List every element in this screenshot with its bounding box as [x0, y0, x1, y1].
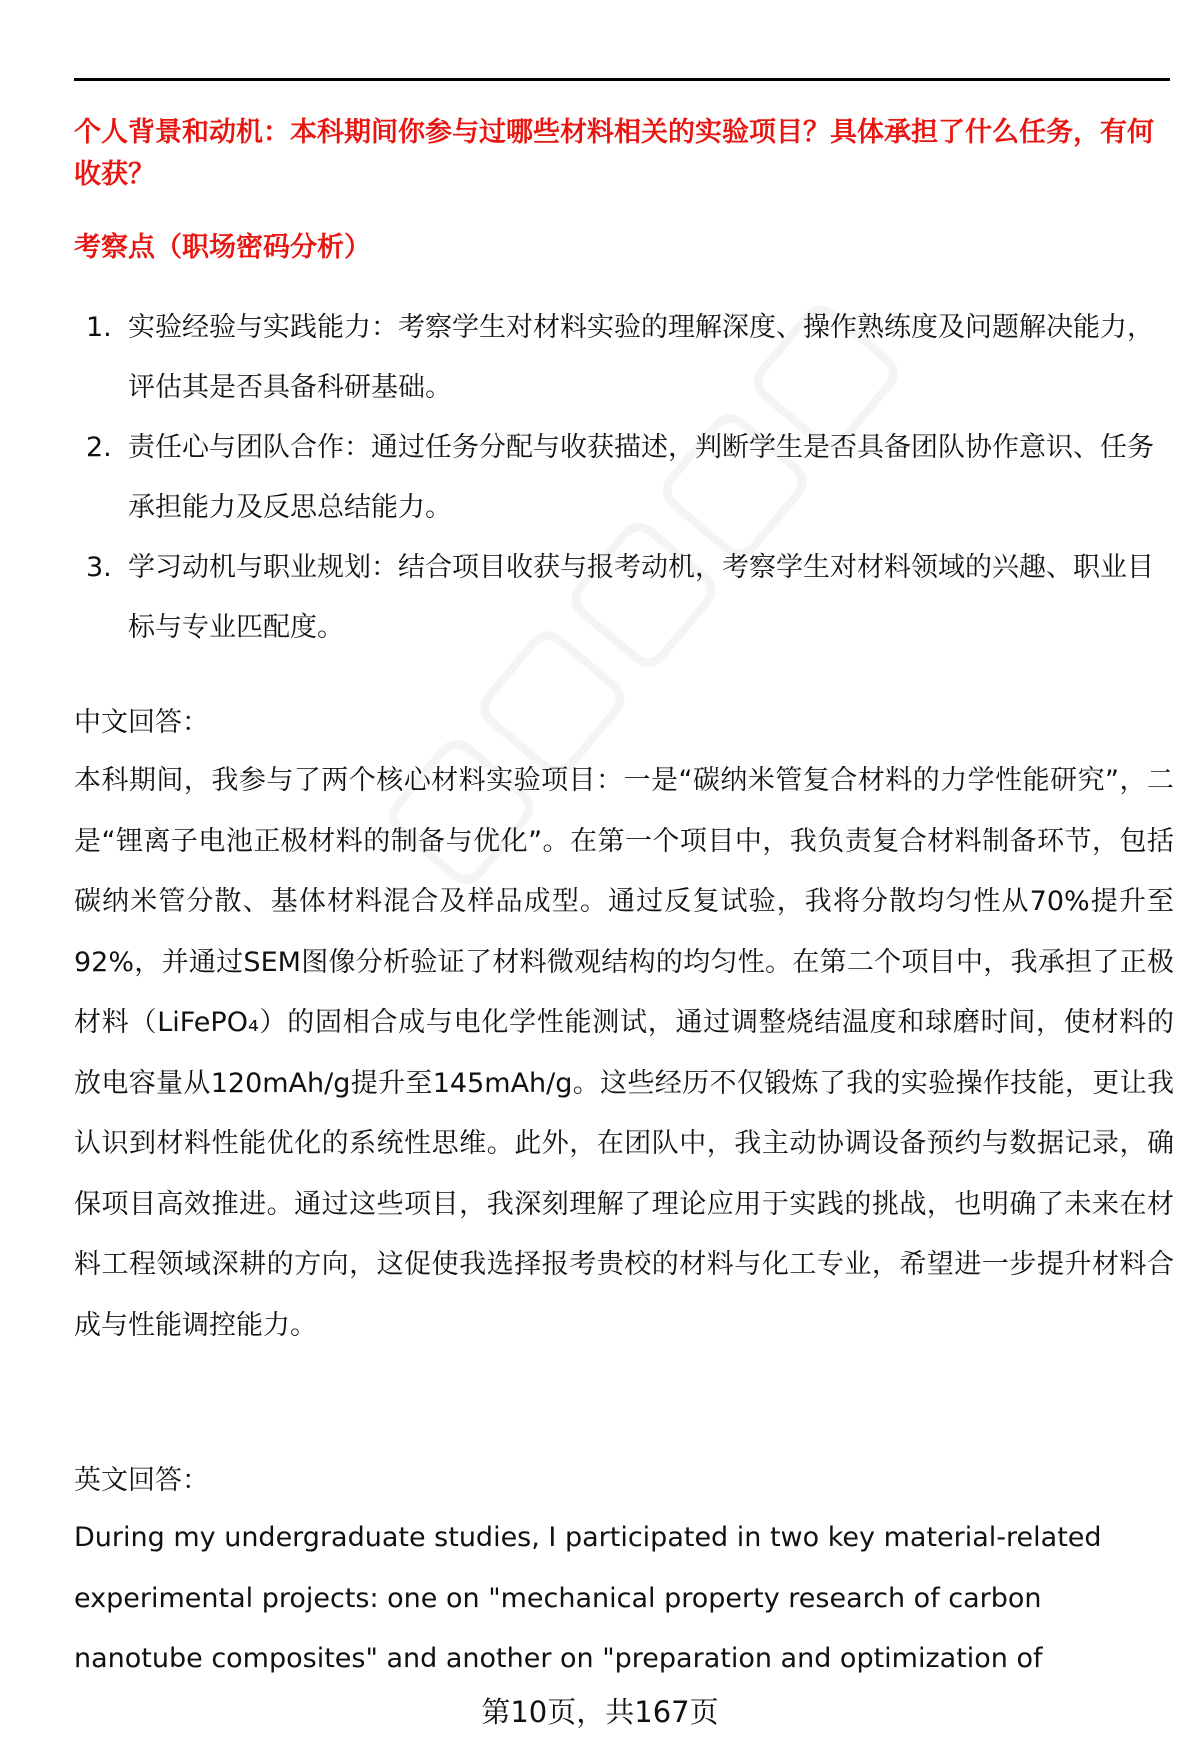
item-text: 学习动机与职业规划：结合项目收获与报考动机，考察学生对材料领域的兴趣、职业目标与专业匹配度。 — [128, 552, 1154, 643]
assessment-heading: 考察点（职场密码分析） — [74, 232, 371, 263]
header-rule — [74, 78, 1170, 81]
item-text: 责任心与团队合作：通过任务分配与收获描述，判断学生是否具备团队协作意识、任务承担能力及反思总结能力。 — [128, 432, 1154, 523]
item-number: 2. — [86, 432, 112, 463]
page-number: 第10页，共167页 — [481, 1695, 719, 1729]
item-text: 实验经验与实践能力：考察学生对材料实验的理解深度、操作熟练度及问题解决能力，评估其是否具备科研基础。 — [128, 312, 1154, 403]
assessment-item — [74, 418, 1174, 538]
assessment-item — [74, 538, 1174, 658]
question-heading: 个人背景和动机：本科期间你参与过哪些材料相关的实验项目？具体承担了什么任务，有何收获？ — [74, 117, 1154, 190]
chinese-answer-label: 中文回答： — [74, 707, 209, 738]
english-answer-label: 英文回答： — [74, 1465, 209, 1496]
item-number: 3. — [86, 552, 112, 583]
assessment-item — [74, 298, 1174, 418]
english-answer: During my undergraduate studies, I participated in two key material-related experimental projects: one on "mechanical property research of carbon nanotube composites" and another on "preparation and optimization of — [74, 1522, 1102, 1674]
chinese-answer: 本科期间，我参与了两个核心材料实验项目：一是“碳纳米管复合材料的力学性能研究”，二是“锂离子电池正极材料的制备与优化”。在第一个项目中，我负责复合材料制备环节，包括碳纳米管分散、基体材料混合及样品成型。通过反复试验，我将分散均匀性从70%提升至92%，并通过SEM图像分析验证了材料微观结构的均匀性。在第二个项目中，我承担了正极材料（LiFePO₄）的固相合成与电化学性能测试，通过调整烧结温度和球磨时间，使材料的放电容量从120mAh/g提升至145mAh/g。这些经历不仅锻炼了我的实验操作技能，更让我认识到材料性能优化的系统性思维。此外，在团队中，我主动协调设备预约与数据记录，确保项目高效推进。通过这些项目，我深刻理解了理论应用于实践的挑战，也明确了未来在材料工程领域深耕的方向，这促使我选择报考贵校的材料与化工专业，希望进一步提升材料合成与性能调控能力。 — [74, 765, 1174, 1341]
item-number: 1. — [86, 312, 112, 343]
assessment-list — [74, 298, 1174, 658]
